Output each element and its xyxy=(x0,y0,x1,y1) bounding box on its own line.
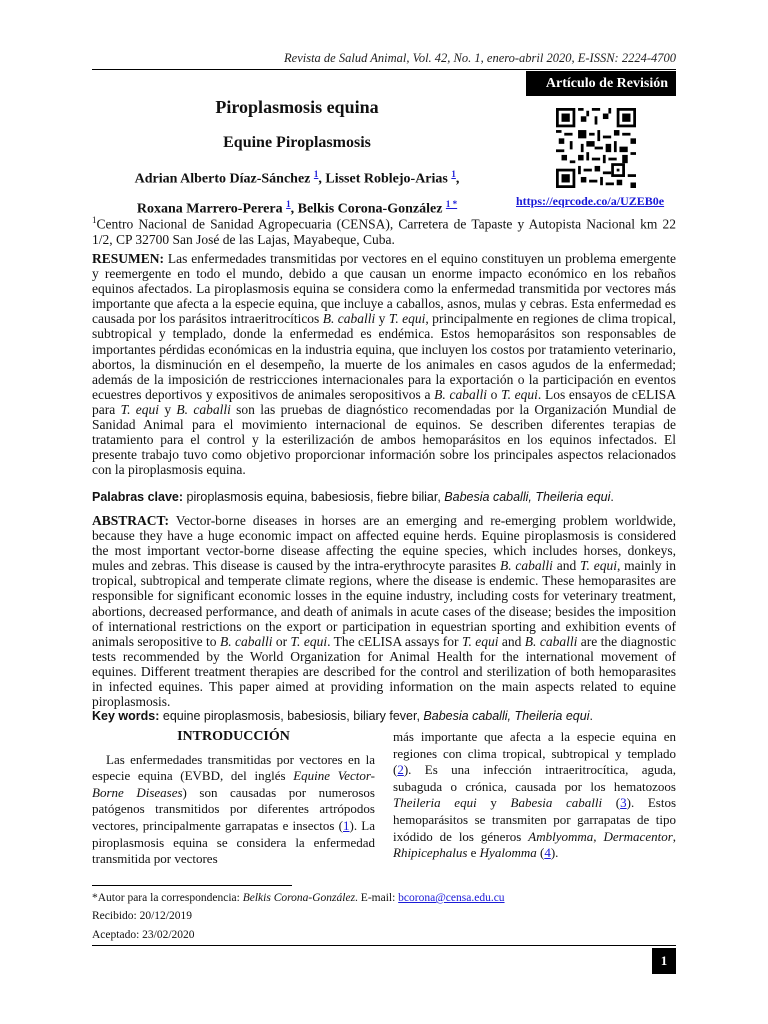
section-heading: INTRODUCCIÓN xyxy=(177,729,290,744)
article-subtitle: Equine Piroplasmosis xyxy=(223,134,371,151)
email-link[interactable]: bcorona@censa.edu.cu xyxy=(398,892,505,904)
qr-link[interactable]: https://eqrcode.co/a/UZEB0e xyxy=(516,194,665,208)
reference-link[interactable]: 2 xyxy=(397,762,404,778)
page-number: 1 xyxy=(652,948,676,974)
affiliation-link[interactable]: 1 xyxy=(286,198,291,209)
affiliation-link[interactable]: 1 xyxy=(451,169,456,179)
author-list: Adrian Alberto Díaz-Sánchez $^1$, Lisset Roblejo-Arias $^1$, Roxana Marrero-Perera $^1$, Belkis Corona-González $^{1 *}$ xyxy=(134,169,460,217)
author-name: Adrian Alberto Díaz-Sánchez xyxy=(134,171,311,187)
author-name: Roxana Marrero-Perera xyxy=(136,201,283,217)
intro-left-column xyxy=(92,729,375,868)
affiliation-link[interactable]: 1 * xyxy=(445,198,458,209)
received-date: Recibido: 20/12/2019 xyxy=(92,910,192,922)
intro-paragraph: Las enfermedades transmitidas por vectores en la especie equina (EVBD, del inglés Equine Vector-Borne Diseases) son causadas por numerosos patógenos transmitidos por diferentes artrópodos vectores, principalmente garrapatas e insectos (1). La piroplasmosis equina se considera la enfermedad transmitida por vectores xyxy=(92,751,376,867)
accepted-date: Aceptado: 23/02/2020 xyxy=(92,929,195,941)
affiliation-link[interactable]: 1 xyxy=(313,169,319,179)
abstract-paragraph: ABSTRACT: Vector-borne diseases in horses are an emerging and re-emerging problem worldwide, because they have a huge economic impact on affected equine herds. Equine piroplasmosis is considered the most important vector-borne disease affecting the equine species, which includes horses, donkeys, mules and zebras. This disease is caused by the intra-erythrocyte parasites B. caballi and T. equi, mainly in tropical, subtropical and temperate climate regions, where the disease is endemic. These hemoparasites are responsible for significant economic losses in the equine industry, including costs for veterinary treatment, abortions, decreased performance, and death of animals in acute cases of the disease; besides the imposition of international restrictions on the export or participation in equestrian sporting and exhibition events of animals seropositive to B. caballi or T. equi. The cELISA assays for T. equi and B. caballi are the diagnostic tests recommended by the World Organization for Animal Health for the international movement of equines. Different treatment therapies are described for the control and sterilization of both hemoparasites in infected equines. This paper aimed at providing information on the main aspects related to equine piroplasmosis. xyxy=(92,513,677,710)
abstract-label: ABSTRACT: xyxy=(92,513,170,528)
reference-link[interactable]: 4 xyxy=(544,845,551,861)
author-name: , Lisset Roblejo-Arias xyxy=(318,171,448,187)
qr-code-icon[interactable] xyxy=(556,108,636,188)
intro-right-column: más importante que afecta a la especie equina en regiones con clima tropical, subtropical y templado (2). Es una infección intraeritrocítica, aguda, subaguda o crónica, causada por los hematozoos Theileria equi y Babesia caballi (3). Estos hemoparásitos se transmiten por garrapatas de tipo ixódido de los géneros Amblyomma, Dermacentor, Rhipicephalus e Hyalomma (4). xyxy=(393,729,677,861)
key-words: Key words: equine piroplasmosis, babesiosis, biliary fever, Babesia caballi, Theileria equi. xyxy=(92,709,593,723)
article-title: Piroplasmosis equina xyxy=(215,97,379,117)
author-name: , Belkis Corona-González xyxy=(290,201,443,217)
footnote-rule xyxy=(92,885,292,886)
reference-link[interactable]: 3 xyxy=(620,795,627,811)
article-type-badge: Artículo de Revisión xyxy=(526,71,676,96)
reference-link[interactable]: 1 xyxy=(343,817,350,833)
journal-citation: Revista de Salud Animal, Vol. 42, No. 1, enero-abril 2020, E-ISSN: 2224-4700 xyxy=(284,51,676,65)
footer-rule xyxy=(92,945,676,946)
resumen-label: RESUMEN: xyxy=(92,251,165,266)
header-rule xyxy=(92,69,676,70)
resumen-paragraph: RESUMEN: Las enfermedades transmitidas por vectores en el equino constituyen un problema emergente y reemergente en todo el mundo, debido a que causan un enorme impacto económico en los rebaños equinos afectados. La piroplasmosis equina se considera como la enfermedad transmitida por vectores más importante que afecta a la especie equina, que incluye a caballos, asnos, mulas y cebras. Esta enfermedad es causada por los parásitos intraeritrocíticos B. caballi y T. equi, principalmente en regiones de clima tropical, subtropical y templado, donde la enfermedad es endémica. Estos hemoparásitos son responsables de importantes pérdidas económicas en la industria equina, que incluyen los costos por tratamiento veterinario, abortos, la disminución en el desempeño, la muerte de los animales en casos agudos de la enfermedad; además de la imposición de restricciones internacionales para la exportación o la participación en eventos ecuestres deportivos y expositivos de animales seropositivos a B. caballi o T. equi. Los ensayos de cELISA para T. equi y B. caballi son las pruebas de diagnóstico recomendadas por la Organización Mundial de Sanidad Animal para el movimiento internacional de equinos. Se describen diferentes terapias de tratamiento para el control y la esterilización de ambos hemoparásitos en los equinos infectados. El presente trabajo tuvo como objetivo proporcionar información sobre los principales aspectos relacionados con la piroplasmosis equina. xyxy=(92,251,677,478)
palabras-clave: Palabras clave: piroplasmosis equina, babesiosis, fiebre biliar, Babesia caballi, Theileria equi. xyxy=(92,490,614,504)
correspondence-footnote: *Autor para la correspondencia: Belkis Corona-González. E-mail: bcorona@censa.edu.cu xyxy=(92,892,505,904)
affiliation: $^1$Centro Nacional de Sanidad Agropecuaria (CENSA), Carretera de Tapaste y Autopista Nacional km 22 1/2, CP 32700 San José de las Lajas, Mayabeque, Cuba. xyxy=(92,215,676,247)
